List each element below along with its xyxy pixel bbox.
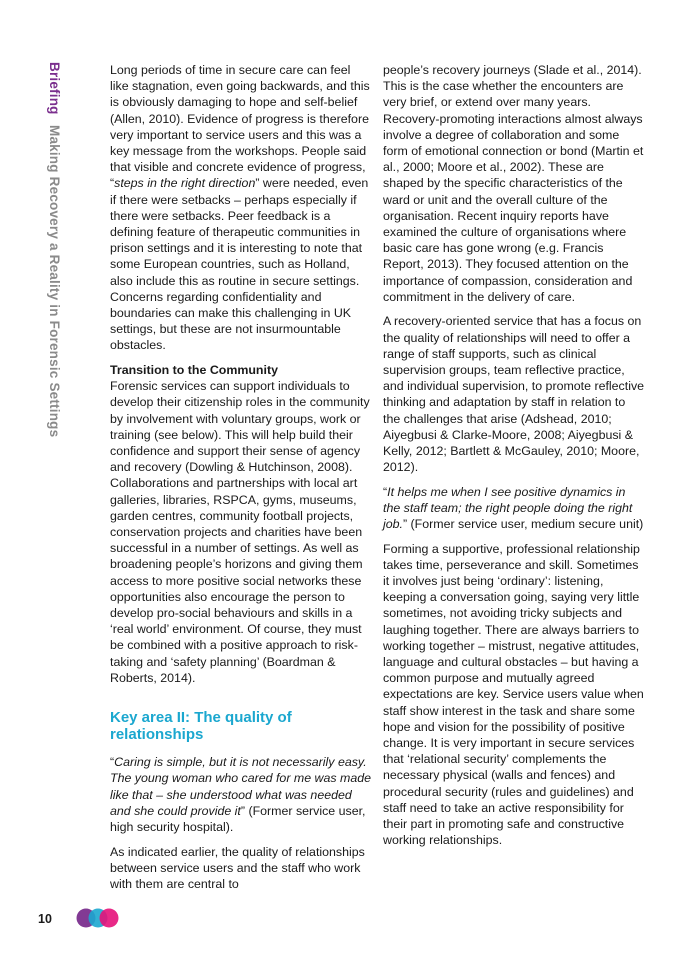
quote: “Caring is simple, but it is not necessarily easy. The young woman who cared for me was made like that – she understood what was needed and she could provide it” (Former service user, high security hospital). — [110, 755, 372, 835]
briefing-label: Briefing — [47, 62, 62, 115]
left-column — [110, 62, 372, 892]
paragraph: As indicated earlier, the quality of relationships between service users and the staff who work with them are central to — [110, 844, 365, 891]
logo-circles-icon — [76, 904, 120, 932]
page-number: 10 — [38, 912, 52, 926]
paragraph: Long periods of time in secure care can feel like stagnation, even going backwards, and this is obviously damaging to hope and self-belief (Allen, 2010). Evidence of progress is therefore very important to service users and this was a key message from the workshops. People said that visible and concrete evidence of progress, “steps in the right direction” were needed, even if there were setbacks – perhaps especially if there were setbacks. Peer feedback is a defining feature of therapeutic communities in prison settings and it is interesting to note that some European countries, such as Holland, also include this as routine in secure settings. Concerns regarding confidentiality and boundaries can make this challenging in UK settings, but these are not insurmountable obstacles. — [110, 63, 370, 353]
section-subheading: Transition to the Community — [110, 362, 278, 377]
publication-title: Making Recovery a Reality in Forensic Settings — [47, 124, 62, 437]
quote: “It helps me when I see positive dynamics in the staff team; the right people doing the right job.” (Former service user, medium secure unit) — [383, 484, 644, 532]
running-header — [47, 62, 62, 437]
paragraph: Forensic services can support individuals to develop their citizenship roles in the community by involvement with voluntary groups, work or training (see below). This will help build their confidence and support their sense of agency and recovery (Dowling & Hutchinson, 2008). Collaborations and partnerships with local art galleries, libraries, RSPCA, gyms, museums, garden centres, community football projects, conservation projects and charities have been successful in a number of settings. As well as broadening people’s horizons and giving them access to more positive social networks these opportunities also encourage the person to develop pro-social behaviours and skills in a ‘real world’ environment. Of course, they must be combined with a positive approach to risk-taking and ‘safety planning’ (Boardman & Roberts, 2014). — [110, 379, 370, 685]
paragraph: people’s recovery journeys (Slade et al., 2014). This is the case whether the encounters are very brief, or extend over many years. Recovery-promoting interactions almost always involve a degree of collaboration and some form of emotional connection or bond (Martin et al., 2000; Moore et al., 2002). These are shaped by the specific characteristics of the ward or unit and the overall culture of the organisation. Recent inquiry reports have examined the culture of organisations where basic care has gone wrong (e.g. Francis Report, 2013). They focused attention on the importance of compassion, consideration and commitment in the delivery of care. — [383, 63, 644, 304]
paragraph: Forming a supportive, professional relationship takes time, perseverance and skill. Sometimes it involves just being ‘ordinary’: listening, keeping a conversation going, saying very little sometimes, not avoiding tricky subjects and laughing together. There are always barriers to working together – mistrust, negative attitudes, language and cultural obstacles – but having a common purpose and mutually agreed expectations are key. Service users value when staff show interest in the task and share some hope and vision for the possibility of positive change. It is very important in secure services that ‘relational security’ complements the necessary physical (walls and fences) and procedural security (rules and guidelines) and staff need to take an active responsibility for their part in promoting safe and constructive working relationships. — [383, 541, 644, 848]
right-column — [383, 62, 645, 848]
section-heading: Key area II: The quality of relationships — [110, 709, 292, 743]
paragraph: A recovery-oriented service that has a focus on the quality of relationships will need to offer a range of staff supports, such as clinical supervision groups, team reflective practice, and individual supervision, to promote reflective thinking and adaptation by staff in relation to the challenges that arise (Adshead, 2010; Aiyegbusi & Clarke-Moore, 2008; Aiyegbusi & Kelly, 2012; Bartlett & McGauley, 2010; Moore, 2012). — [383, 314, 645, 475]
